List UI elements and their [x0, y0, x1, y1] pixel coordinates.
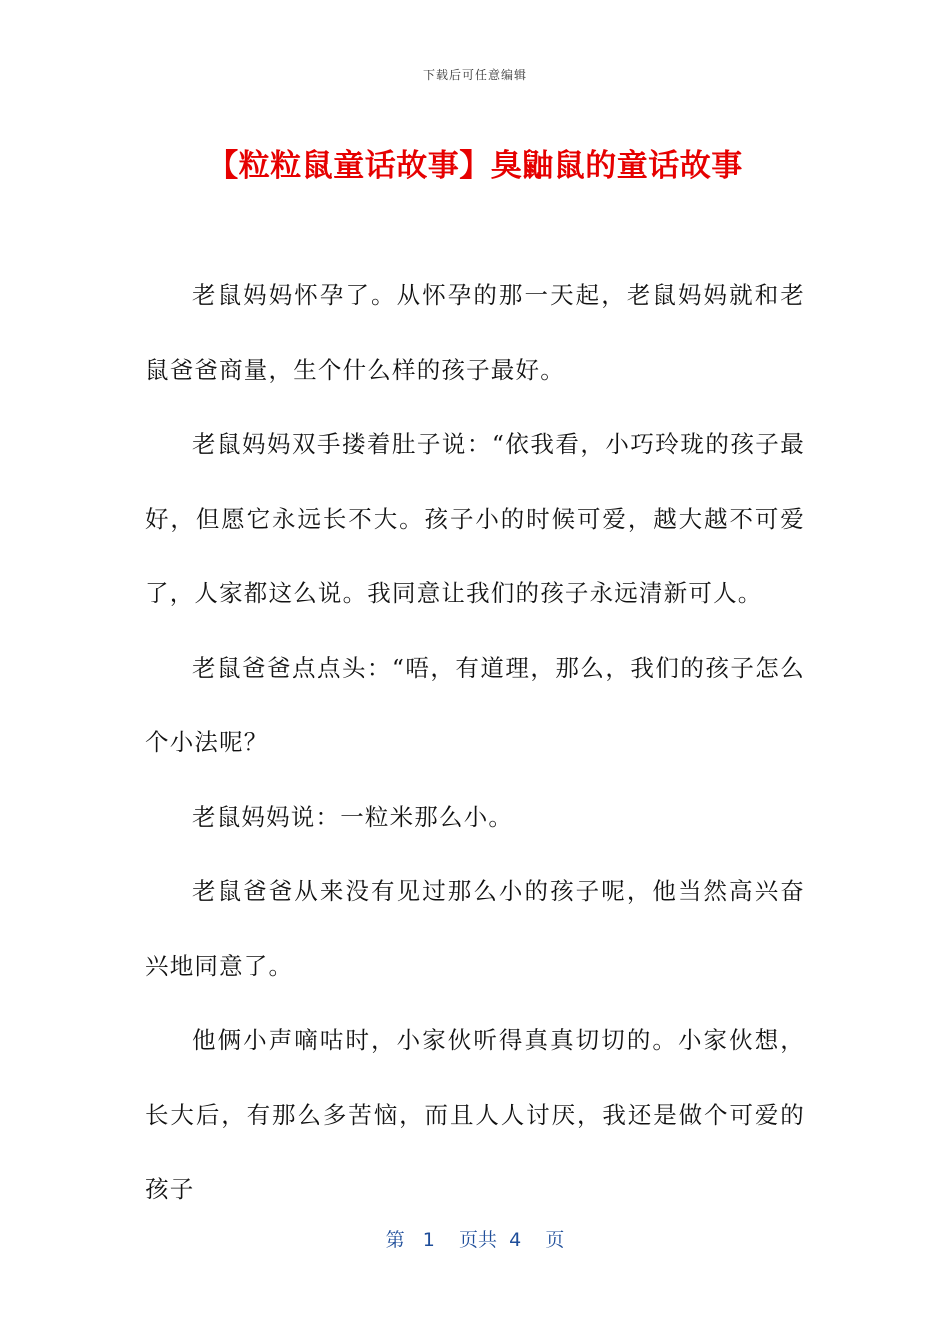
document-title: 【粒粒鼠童话故事】臭鼬鼠的童话故事: [207, 148, 743, 184]
current-page-number: 1: [422, 1229, 435, 1251]
footer-middle: 页共: [459, 1229, 498, 1251]
page-footer: [0, 1225, 950, 1252]
paragraph: 老鼠爸爸点点头：“唔，有道理，那么，我们的孩子怎么个小法呢？: [145, 653, 805, 756]
footer-suffix: 页: [545, 1229, 565, 1251]
paragraph: 老鼠妈妈双手搂着肚子说：“依我看，小巧玲珑的孩子最好，但愿它永远长不大。孩子小的时候可爱，越大越不可爱了，人家都这么说。我同意让我们的孩子永远清新可人。: [145, 430, 805, 607]
document-body: [145, 258, 805, 1227]
footer-prefix: 第: [385, 1229, 405, 1251]
paragraph: 他俩小声嘀咕时，小家伙听得真真切切的。小家伙想，长大后，有那么多苦恼，而且人人讨厌，我还是做个可爱的孩子: [145, 1026, 805, 1203]
paragraph: 老鼠妈妈说：一粒米那么小。: [192, 802, 514, 831]
total-pages-number: 4: [509, 1229, 522, 1251]
header-note: 下载后可任意编辑: [422, 68, 527, 82]
paragraph: 老鼠妈妈怀孕了。从怀孕的那一天起，老鼠妈妈就和老鼠爸爸商量，生个什么样的孩子最好。: [145, 281, 805, 384]
paragraph: 老鼠爸爸从来没有见过那么小的孩子呢，他当然高兴奋兴地同意了。: [145, 877, 805, 980]
